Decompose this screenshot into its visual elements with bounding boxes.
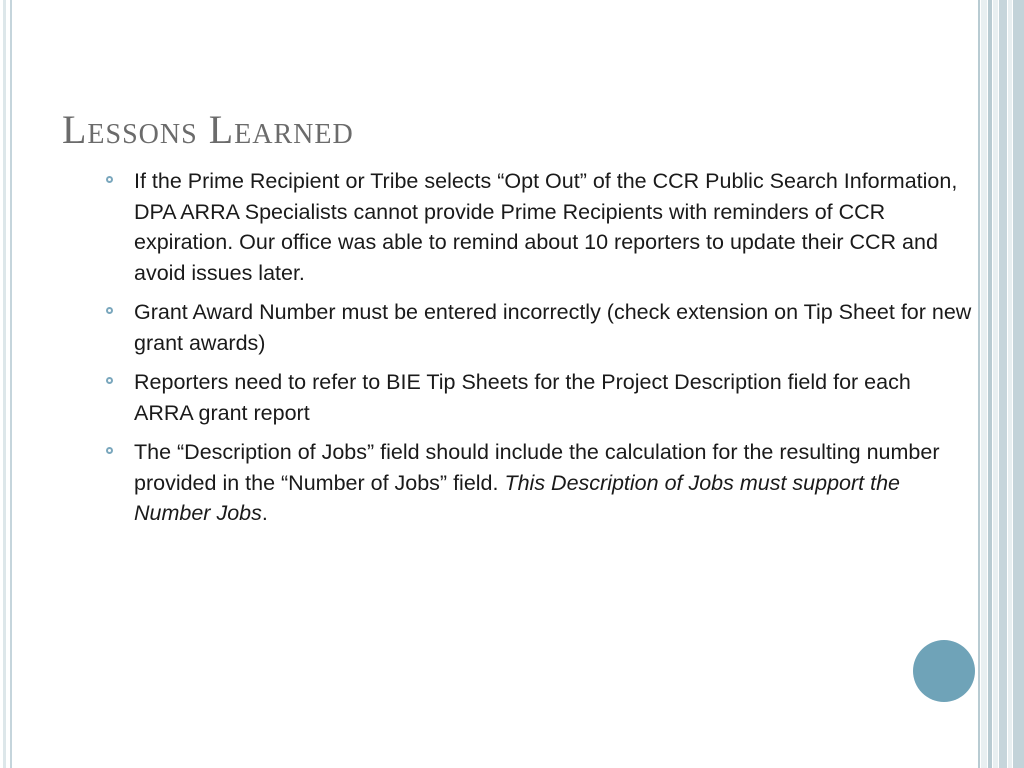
stripe <box>988 0 992 768</box>
bullet-item <box>104 297 974 358</box>
bullet-text: If the Prime Recipient or Tribe selects “Opt Out” of the CCR Public Search Information, DPA ARRA Specialists cannot provide Prime Recipients with reminders of CCR expiration. Our office was able to remind about 10 reporters to update their CCR and avoid issues later. <box>134 169 958 285</box>
stripe <box>981 0 987 768</box>
stripe <box>1008 0 1012 768</box>
decorative-circle-icon <box>913 640 975 702</box>
stripe <box>978 0 980 768</box>
bullet-circle-icon <box>106 176 113 183</box>
bullet-circle-icon <box>106 307 113 314</box>
bullet-item <box>104 367 974 428</box>
bullet-circle-icon <box>106 447 113 454</box>
left-frame-stripe <box>3 0 6 768</box>
right-decorative-stripes <box>978 0 1024 768</box>
bullet-item <box>104 166 974 288</box>
bullet-list <box>104 166 974 538</box>
bullet-text: The “Description of Jobs” field should include the calculation for the resulting number provided in the “Number of Jobs” field. <box>134 440 940 495</box>
stripe <box>993 0 998 768</box>
bullet-emphasis-text: This Description of Jobs must support the Number Jobs <box>134 470 901 525</box>
left-frame-border <box>0 0 12 768</box>
bullet-tail-text: . <box>261 501 268 525</box>
stripe <box>999 0 1007 768</box>
bullet-item <box>104 437 974 529</box>
slide-title: Lessons Learned <box>62 107 354 152</box>
bullet-text: Grant Award Number must be entered incorrectly (check extension on Tip Sheet for new grant awards) <box>134 300 972 355</box>
bullet-text: Reporters need to refer to BIE Tip Sheets for the Project Description field for each ARRA grant report <box>134 370 911 425</box>
bullet-circle-icon <box>106 377 113 384</box>
stripe <box>1013 0 1024 768</box>
